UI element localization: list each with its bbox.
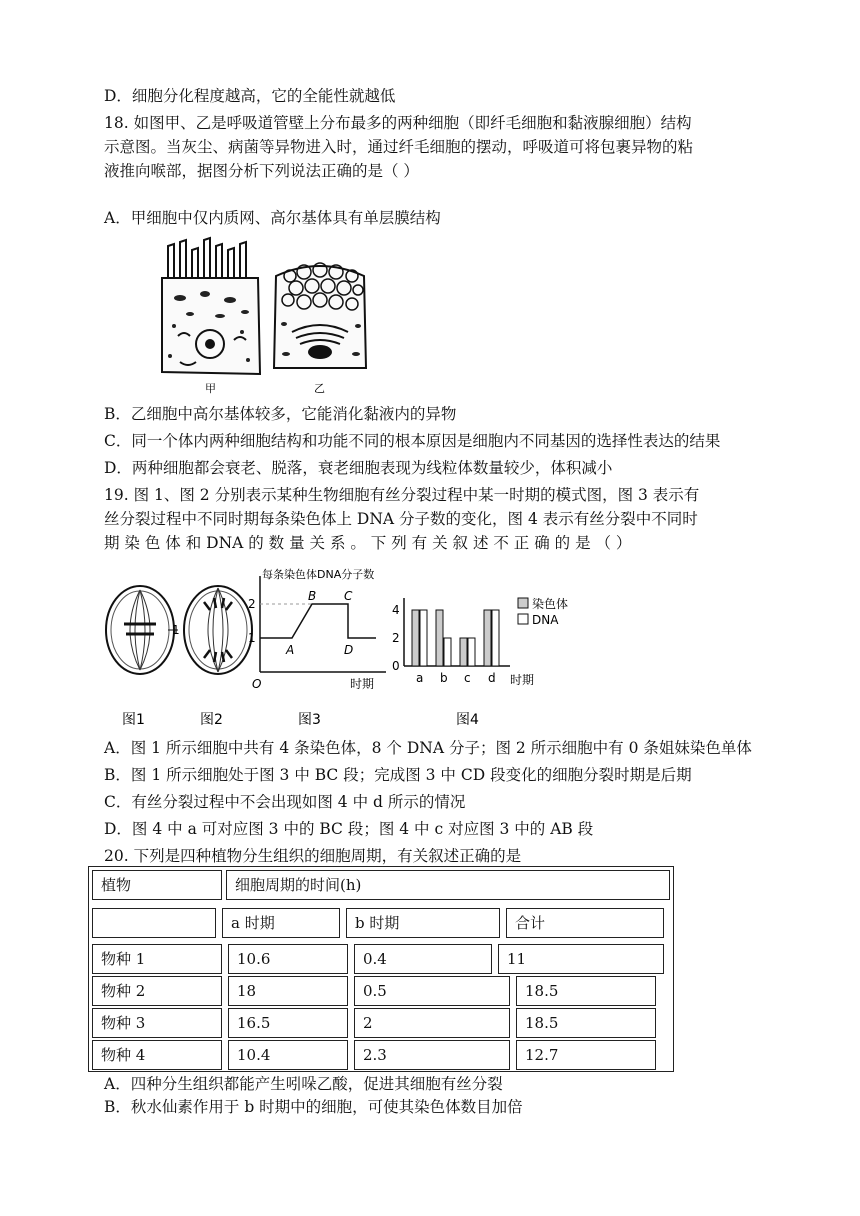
row3-name: 物种 3	[92, 1008, 222, 1038]
question-18-stem-2: 示意图。当灰尘、病菌等异物进入时，通过纤毛细胞的摆动，呼吸道可将包裹异物的粘	[104, 138, 694, 156]
legend-chromosome: 染色体	[532, 597, 569, 611]
fig3-dna-line	[260, 604, 376, 638]
header-total: 合计	[506, 908, 664, 938]
header-a-phase: a 时期	[222, 908, 340, 938]
row2-b: 0.5	[354, 976, 510, 1006]
option-18-d: D．两种细胞都会衰老、脱落，衰老细胞表现为线粒体数量较少，体积减小	[104, 459, 613, 477]
option-19-b: B．图 1 所示细胞处于图 3 中 BC 段；完成图 3 中 CD 段变化的细胞分裂时期是后期	[104, 766, 692, 784]
row1-name: 物种 1	[92, 944, 222, 974]
goblet-cell-yi	[274, 263, 366, 368]
option-18-prev-d: D．细胞分化程度越高，它的全能性就越低	[104, 87, 396, 105]
fig4-xlabel: 时期	[510, 673, 535, 687]
bar-c-dna	[468, 638, 475, 666]
option-18-b: B．乙细胞中高尔基体较多，它能消化黏液内的异物	[104, 405, 457, 423]
cell-figure-18	[150, 236, 380, 396]
fig3-point-c: C	[344, 589, 353, 603]
fig3-point-a: A	[286, 643, 295, 657]
header-cycle-time: 细胞周期的时间(h)	[226, 870, 670, 900]
row1-b: 0.4	[354, 944, 492, 974]
fig3-point-b: B	[308, 589, 317, 603]
option-18-a: A．甲细胞中仅内质网、高尔基体具有单层膜结构	[104, 209, 441, 227]
bar-b-dna	[444, 638, 451, 666]
legend-chromosome-swatch	[518, 598, 528, 608]
question-20-stem: 20. 下列是四种植物分生组织的细胞周期，有关叙述正确的是	[104, 847, 522, 865]
row3-a: 16.5	[228, 1008, 348, 1038]
ciliated-cell-jia	[162, 238, 260, 374]
row2-a: 18	[228, 976, 348, 1006]
fig4-ytick-4: 4	[392, 603, 400, 617]
row4-total: 12.7	[516, 1040, 656, 1070]
caption-fig1: 图1	[122, 712, 145, 728]
header-plant: 植物	[92, 870, 222, 900]
option-19-a: A．图 1 所示细胞中共有 4 条染色体，8 个 DNA 分子；图 2 所示细胞中有 0 条姐妹染色单体	[104, 739, 752, 757]
bar-d-chromosome	[484, 610, 491, 666]
fig4-xtick-c: c	[464, 671, 471, 685]
header-empty	[92, 908, 216, 938]
fig3-point-d: D	[344, 643, 354, 657]
bar-b-chromosome	[436, 610, 443, 666]
row3-total: 18.5	[516, 1008, 656, 1038]
option-19-c: C．有丝分裂过程中不会出现如图 4 中 d 所示的情况	[104, 793, 466, 811]
row4-b: 2.3	[354, 1040, 510, 1070]
bar-d-dna	[492, 610, 499, 666]
fig4-ytick-0: 0	[392, 659, 400, 673]
fig1-pointer-label: 1	[172, 623, 180, 637]
fig1-cell	[106, 586, 178, 674]
fig4-xtick-d: d	[488, 671, 496, 685]
question-18-stem-1: 18. 如图甲、乙是呼吸道管壁上分布最多的两种细胞（即纤毛细胞和黏液腺细胞）结构	[104, 114, 692, 132]
caption-fig2: 图2	[200, 712, 223, 728]
row2-name: 物种 2	[92, 976, 222, 1006]
legend-dna: DNA	[532, 613, 559, 627]
option-18-c: C．同一个体内两种细胞结构和功能不同的根本原因是细胞内不同基因的选择性表达的结果	[104, 432, 721, 450]
fig3-ytick-1: 1	[248, 631, 256, 645]
fig3-graph	[260, 576, 386, 672]
question-19-stem-3: 期 染 色 体 和 DNA 的 数 量 关 系 。 下 列 有 关 叙 述 不 正 确 的 是 （ ）	[104, 534, 632, 552]
row4-a: 10.4	[228, 1040, 348, 1070]
row1-total: 11	[498, 944, 664, 974]
question-19-stem-2: 丝分裂过程中不同时期每条染色体上 DNA 分子数的变化，图 4 表示有丝分裂中不同时	[104, 510, 698, 528]
caption-fig3: 图3	[298, 712, 321, 728]
header-b-phase: b 时期	[346, 908, 500, 938]
option-19-d: D．图 4 中 a 可对应图 3 中的 BC 段；图 4 中 c 对应图 3 中的 AB 段	[104, 820, 594, 838]
bar-a-dna	[420, 610, 427, 666]
label-yi: 乙	[314, 382, 325, 395]
fig2-cell	[184, 586, 252, 674]
question-18-stem-3: 液推向喉部，据图分析下列说法正确的是（ ）	[104, 162, 419, 180]
bar-a-chromosome	[412, 610, 419, 666]
legend-dna-swatch	[518, 614, 528, 624]
row1-a: 10.6	[228, 944, 348, 974]
fig3-ytick-2: 2	[248, 597, 256, 611]
row4-name: 物种 4	[92, 1040, 222, 1070]
fig4-chart	[404, 598, 510, 685]
row3-b: 2	[354, 1008, 510, 1038]
fig3-origin: O	[252, 677, 262, 691]
fig3-xlabel: 时期	[350, 677, 375, 691]
label-jia: 甲	[205, 382, 216, 395]
option-20-a: A．四种分生组织都能产生吲哚乙酸，促进其细胞有丝分裂	[104, 1075, 503, 1093]
fig4-xtick-b: b	[440, 671, 448, 685]
question-19-stem-1: 19. 图 1、图 2 分别表示某种生物细胞有丝分裂过程中某一时期的模式图，图 3 表示有	[104, 486, 700, 504]
fig4-ytick-2: 2	[392, 631, 400, 645]
fig4-xtick-a: a	[416, 671, 424, 685]
option-20-b: B．秋水仙素作用于 b 时期中的细胞，可使其染色体数目加倍	[104, 1098, 523, 1116]
mitosis-figure-19	[100, 568, 600, 730]
bar-c-chromosome	[460, 638, 467, 666]
row2-total: 18.5	[516, 976, 656, 1006]
fig3-title: 每条染色体DNA分子数	[262, 568, 375, 581]
caption-fig4: 图4	[456, 712, 479, 728]
